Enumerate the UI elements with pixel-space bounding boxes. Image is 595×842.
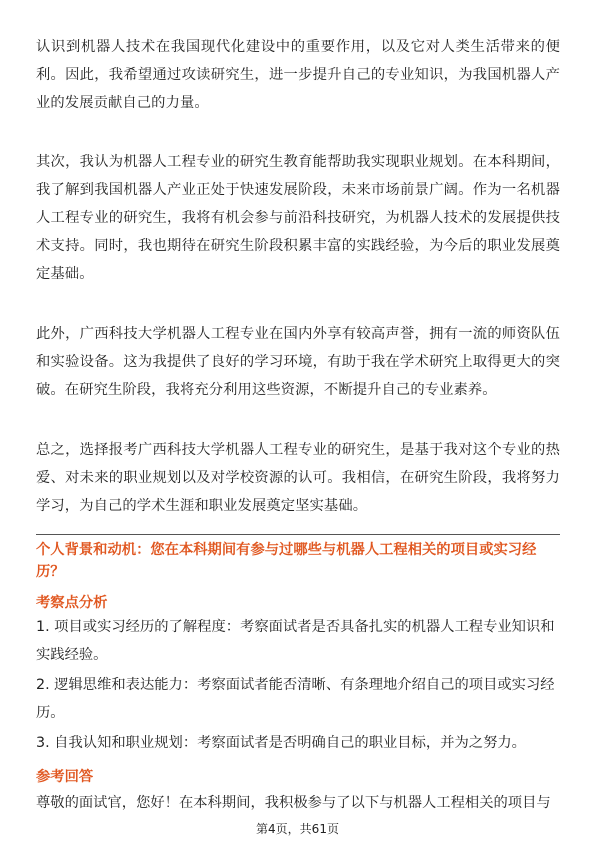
analysis-list [36,613,560,757]
body-paragraph-1: 认识到机器人技术在我国现代化建设中的重要作用，以及它对人类生活带来的便利。因此，我希望通过攻读研究生，进一步提升自己的专业知识，为我国机器人产业的发展贡献自己的力量。 [36,39,560,111]
section-divider [36,534,560,535]
interview-question: 个人背景和动机：您在本科期间有参与过哪些与机器人工程相关的项目或实习经历？ [36,542,537,580]
body-paragraph-3: 此外，广西科技大学机器人工程专业在国内外享有较高声誉，拥有一流的师资队伍和实验设备。这为我提供了良好的学习环境，有助于我在学术研究上取得更大的突破。在研究生阶段，我将充分利用这些资源，不断提升自己的专业素养。 [36,326,560,398]
reference-answer-text: 尊敬的面试官，您好！在本科期间，我积极参与了以下与机器人工程相关的项目与 [36,795,551,811]
analysis-heading: 考察点分析 [36,595,108,611]
body-paragraph-2: 其次，我认为机器人工程专业的研究生教育能帮助我实现职业规划。在本科期间，我了解到我国机器人产业正处于快速发展阶段，未来市场前景广阔。作为一名机器人工程专业的研究生，我将有机会参与前沿科技研究，为机器人技术的发展提供技术支持。同时，我也期待在研究生阶段积累丰富的实践经验，为今后的职业发展奠定基础。 [36,154,560,282]
analysis-item-2: 2. 逻辑思维和表达能力：考察面试者能否清晰、有条理地介绍自己的项目或实习经历。 [36,677,555,721]
reference-heading: 参考回答 [36,769,94,785]
analysis-item-1: 1. 项目或实习经历的了解程度：考察面试者是否具备扎实的机器人工程专业知识和实践经验。 [36,619,555,663]
analysis-item-3: 3. 自我认知和职业规划：考察面试者是否明确自己的职业目标，并为之努力。 [36,735,526,751]
page-number-footer: 第4页，共61页 [256,822,339,836]
body-paragraph-4: 总之，选择报考广西科技大学机器人工程专业的研究生，是基于我对这个专业的热爱、对未来的职业规划以及对学校资源的认可。我相信，在研究生阶段，我将努力学习，为自己的学术生涯和职业发展奠定坚实基础。 [36,442,560,514]
